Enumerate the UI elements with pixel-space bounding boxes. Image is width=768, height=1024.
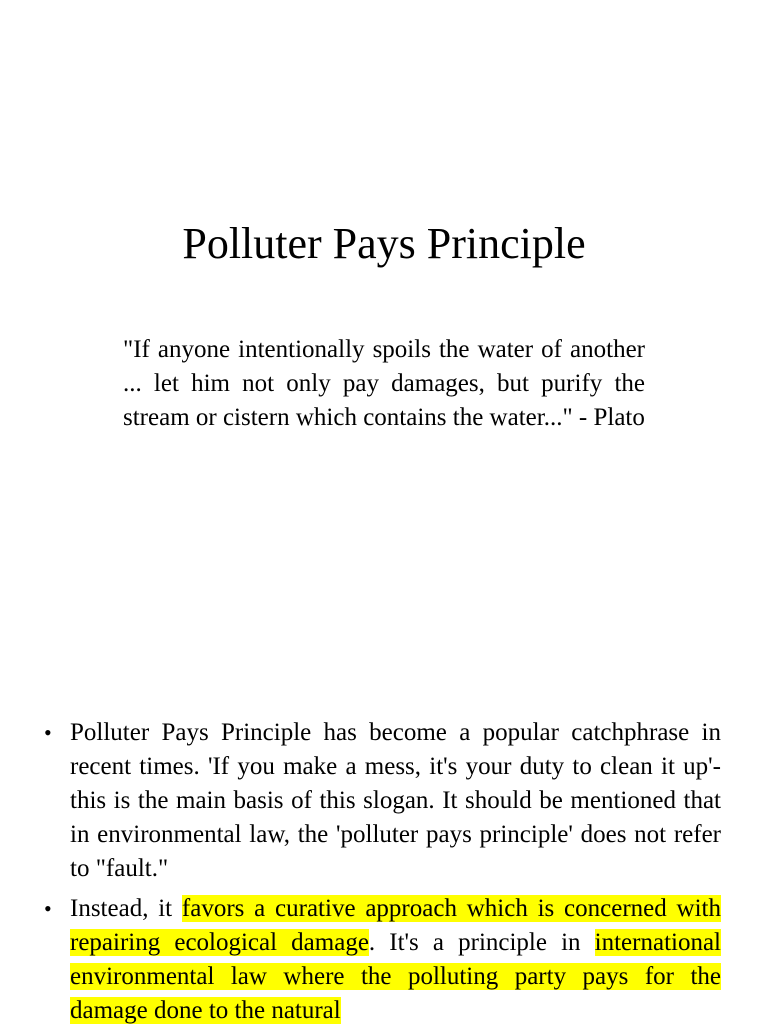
highlighted-text-1: favors a curative approach which is concerned with repairing ecological damage [70,895,721,956]
bullet-text-1: Polluter Pays Principle has become a popular catchphrase in recent times. 'If you make a mess, it's your duty to clean it up'- this is the main basis of this slogan. It should be mentioned that in environmental law, the 'polluter pays principle' does not refer to "fault." [70,719,721,882]
bullet-item-2 [0,892,721,1024]
bullet-item-1 [0,716,721,886]
bullet-icon: • [44,896,52,921]
bullet-icon: • [44,720,52,745]
bullet-text-2-part1: Instead, it [70,895,182,922]
plato-quote: "If anyone intentionally spoils the water of another ... let him not only pay damages, but purify the stream or cistern which contains the water..." - Plato [123,336,645,431]
highlighted-text-2: international environmental law where the polluting party pays for the damage done to the natural [70,929,721,1024]
bullet-list [0,716,768,1024]
slide-title: Polluter Pays Principle [182,219,586,268]
bullet-text-2-part2: . It's a principle in [368,929,595,956]
